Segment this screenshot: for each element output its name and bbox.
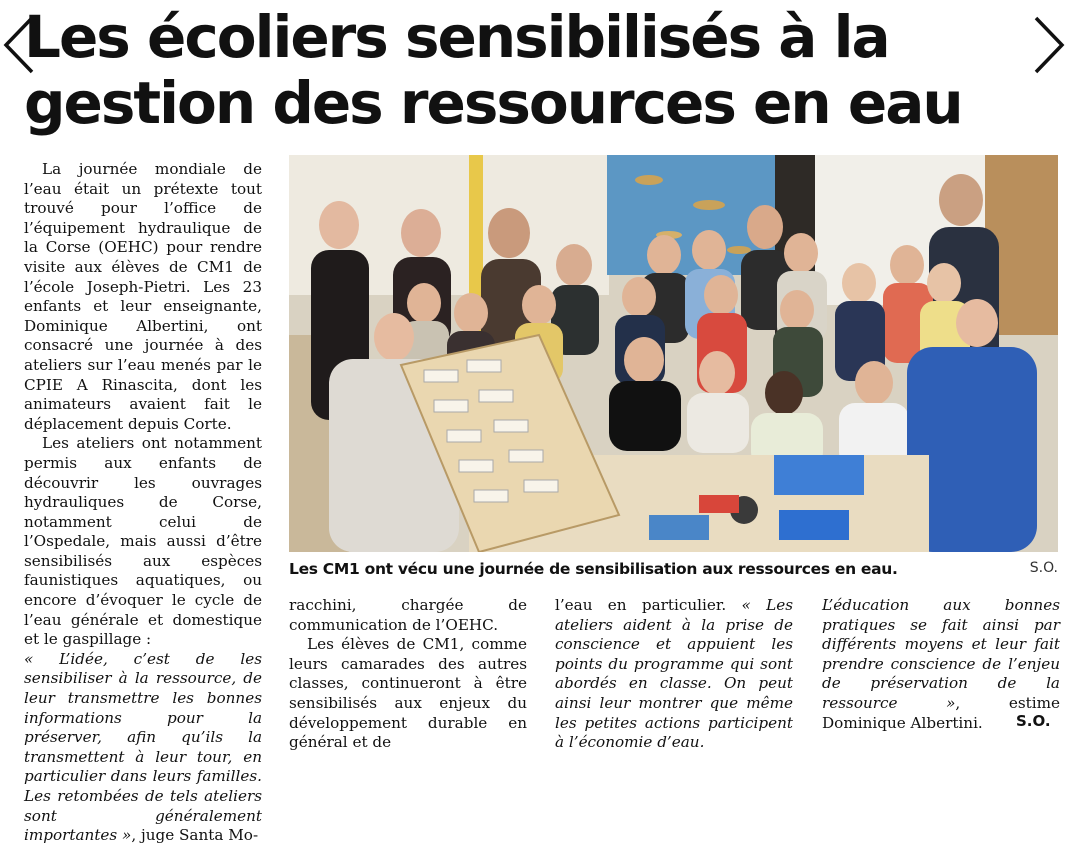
paragraph [24,434,262,845]
article-column-3 [555,596,793,753]
article-headline: Les écoliers sensibilisés à la gestion des ressources en eau [24,3,962,137]
quote-text: « Les ateliers aident à la prise de conscience et appuient les points du programme qui sont abordés en classe. On peut ainsi leur montrer que même les petites actions participent à l’économie d’eau. [555,596,793,752]
next-page-button[interactable] [1028,14,1068,76]
paragraph-text: Les ateliers ont notamment permis aux enfants de découvrir les ouvrages hydrauliques de Corse, notamment celui de l’Ospedale, mais aussi d’être sensibilisés aux espèces faunistiques aquatiques, ou encore d’évoquer le cycle de l’eau générale et domestique et le gaspillage : [24,434,262,649]
quote-text: L’éducation aux bonnes pratiques se fait ainsi par différents moyens et leur fait prendre conscience de l’enjeu de préservation de la ressource » [822,596,1060,712]
article-column-2 [289,596,527,753]
paragraph: Les élèves de CM1, comme leurs camarades des autres classes, continueront à être sensibilisés aux enjeux du développement durable en général et de [289,635,527,752]
paragraph [555,596,793,753]
attribution-text: , juge Santa Mo- [131,826,259,845]
article-column-1 [24,160,262,846]
chevron-right-icon [1028,14,1068,76]
attribution-text: , estime Dominique Albertini. [822,693,1060,732]
paragraph-text: l’eau en particulier. [555,596,742,614]
paragraph: La journée mondiale de l’eau était un prétexte tout trouvé pour l’office de l’équipement hydraulique de la Corse (OEHC) pour rendre visite aux élèves de CM1 de l’école Joseph-Pietri. Les 23 enfants et leur enseignante, Dominique Albertini, ont consacré une journée à des ateliers sur l’eau menés par le CPIE A Rinascita, dont les animateurs avaient fait le déplacement depuis Corte. [24,160,262,433]
quote-text: « L’idée, c’est de les sensibiliser à la ressource, de leur transmettre les bonnes informations pour la préserver, afin qu’ils la transmettent à leur tour, en particulier dans leurs familles. Les retombées de tels ateliers sont généralement importantes » [24,649,262,845]
photo-caption [289,560,1058,582]
photo-credit: S.O. [1029,560,1058,576]
caption-text: Les CM1 ont vécu une journée de sensibilisation aux ressources en eau. [289,560,898,578]
article-photo [289,155,1058,552]
author-signature: S.O. [1016,712,1051,730]
paragraph: racchini, chargée de communication de l’OEHC. [289,596,527,634]
